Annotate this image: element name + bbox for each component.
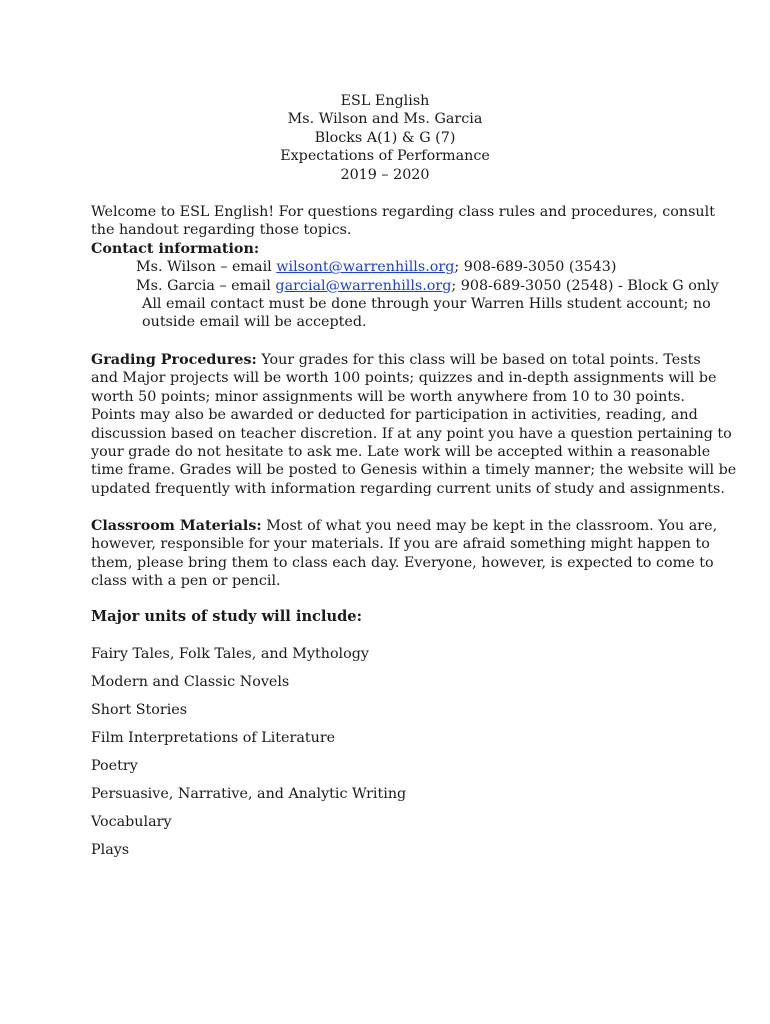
grading-text: your grade do not hesitate to ask me. Late work will be accepted within a reasonable	[91, 444, 711, 461]
unit-item: Modern and Classic Novels	[91, 674, 290, 690]
document-subtitle: Expectations of Performance	[280, 148, 490, 165]
unit-item: Vocabulary	[91, 814, 172, 830]
unit-item: Fairy Tales, Folk Tales, and Mythology	[91, 646, 369, 662]
blocks-line: Blocks A(1) & G (7)	[314, 129, 456, 146]
contact-note-line: All email contact must be done through your Warren Hills student account; no	[142, 296, 711, 313]
units-list	[91, 645, 406, 869]
grading-text: worth 50 points; minor assignments will be worth anywhere from 10 to 30 points.	[91, 388, 685, 405]
contact-wilson-phone: ; 908-689-3050 (3543)	[454, 259, 617, 276]
materials-text: them, please bring them to class each day. Everyone, however, is expected to come to	[91, 554, 714, 571]
unit-item: Persuasive, Narrative, and Analytic Writing	[91, 786, 407, 802]
grading-heading: Grading Procedures:	[91, 352, 257, 368]
wilson-email-link[interactable]: wilsont@warrenhills.org	[276, 259, 455, 276]
welcome-paragraph	[91, 203, 719, 332]
grading-paragraph	[91, 351, 737, 498]
contact-note-line: outside email will be accepted.	[142, 314, 367, 331]
garcia-email-link[interactable]: garcial@warrenhills.org	[275, 277, 452, 294]
grading-text: Your grades for this class will be based on total points. Tests	[256, 352, 701, 368]
welcome-line: Welcome to ESL English! For questions regarding class rules and procedures, consult	[91, 204, 715, 220]
grading-text: and Major projects will be worth 100 points; quizzes and in-depth assignments will be	[91, 370, 717, 387]
unit-item: Plays	[91, 842, 130, 858]
grading-text: time frame. Grades will be posted to Genesis within a timely manner; the website will be	[91, 462, 737, 479]
grading-text: updated frequently with information regarding current units of study and assignments.	[91, 480, 725, 497]
course-title: ESL English	[340, 93, 430, 109]
grading-text: Points may also be awarded or deducted for participation in activities, reading, and	[91, 407, 698, 424]
contact-wilson	[91, 258, 691, 276]
contact-heading: Contact information:	[91, 240, 260, 257]
unit-item: Short Stories	[91, 702, 188, 718]
materials-text: however, responsible for your materials. If you are afraid something might happen to	[91, 536, 710, 553]
units-heading: Major units of study will include:	[91, 608, 362, 625]
materials-paragraph	[91, 517, 718, 591]
document-header	[0, 92, 770, 184]
unit-item: Poetry	[91, 758, 138, 774]
welcome-line: the handout regarding those topics.	[91, 222, 352, 239]
school-year: 2019 – 2020	[340, 166, 430, 183]
contact-wilson-label: Ms. Wilson – email	[136, 259, 277, 276]
materials-heading: Classroom Materials:	[91, 518, 262, 534]
contact-garcia	[91, 277, 719, 295]
contact-garcia-label: Ms. Garcia – email	[136, 277, 276, 294]
materials-text: Most of what you need may be kept in the classroom. You are,	[261, 518, 718, 534]
teachers-line: Ms. Wilson and Ms. Garcia	[287, 111, 483, 128]
grading-text: discussion based on teacher discretion. If at any point you have a question pertaining to	[91, 425, 732, 442]
contact-garcia-phone: ; 908-689-3050 (2548) - Block G only	[451, 277, 719, 294]
unit-item: Film Interpretations of Literature	[91, 730, 336, 746]
materials-text: class with a pen or pencil.	[91, 573, 281, 590]
